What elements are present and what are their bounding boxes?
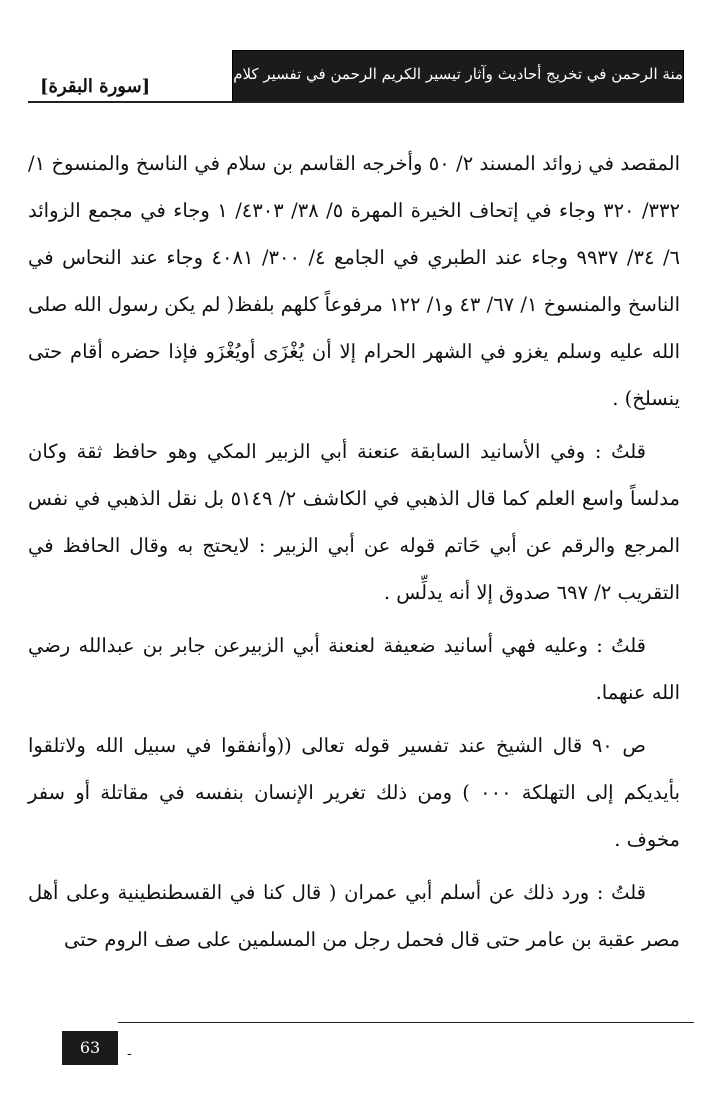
paragraph-2: قلتُ : وفي الأسانيد السابقة عنعنة أبي الزبير المكي وهو حافظ ثقة وكان مدلساً واسع العلم كما قال الذهبي في الكاشف ٢/ ٥١٤٩ بل نقل الذهبي في نفس المرجع والرقم عن أبي حَاتم قوله عن أبي الزبير : لايحتج به وقال الحافظ في التقريب ٢/ ٦٩٧ صدوق إلا أنه يدلِّس .	[28, 440, 680, 604]
header-divider	[28, 101, 684, 103]
paragraph-5: قلتُ : ورد ذلك عن أسلم أبي عمران ( قال كنا في القسطنطينية وعلى أهل مصر عقبة بن عامر حتى قال فحمل رجل من المسلمين على صف الروم حتى	[28, 881, 680, 951]
paragraph-3: قلتُ : وعليه فهي أسانيد ضعيفة لعنعنة أبي الزبيرعن جابر بن عبدالله رضي الله عنهما.	[28, 634, 680, 704]
page-number-box	[62, 1031, 118, 1065]
running-header-bar	[190, 50, 684, 102]
book-title: منة الرحمن في تخريج أحاديث وآثار تيسير الكريم الرحمن في تفسير كلام المنان	[190, 65, 683, 83]
page-number: 63	[79, 1038, 101, 1057]
page-body	[28, 140, 680, 969]
surah-label: [سورة البقرة]	[40, 76, 151, 97]
footer-mark: -	[127, 1046, 132, 1062]
footer-divider	[118, 1022, 694, 1023]
paragraph-1: المقصد في زوائد المسند ٢/ ٥٠ وأخرجه القاسم بن سلام في الناسخ والمنسوخ ١/ ٣٣٢/ ٣٢٠ وجاء في إتحاف الخيرة المهرة ٥/ ٣٨/ ٤٣٠٣/ ١ وجاء في مجمع الزوائد ٦/ ٣٤/ ٩٩٣٧ وجاء عند الطبري في الجامع ٤/ ٣٠٠/ ٤٠٨١ وجاء عند النحاس في الناسخ والمنسوخ ١/ ٦٧/ ٤٣ و١/ ١٢٢ مرفوعاً كلهم بلفظ( لم يكن رسول الله صلى الله عليه وسلم يغزو في الشهر الحرام إلا أن يُغْزَى أويُغْزَو فإذا حضره أقام حتى ينسلخ) .	[28, 152, 681, 410]
paragraph-4: ص ٩٠ قال الشيخ عند تفسير قوله تعالى ((وأنفقوا في سبيل الله ولاتلقوا بأيديكم إلى التهلكة ٠٠٠ ) ومن ذلك تغرير الإنسان بنفسه في مقاتلة أو سفر مخوف .	[28, 734, 681, 851]
